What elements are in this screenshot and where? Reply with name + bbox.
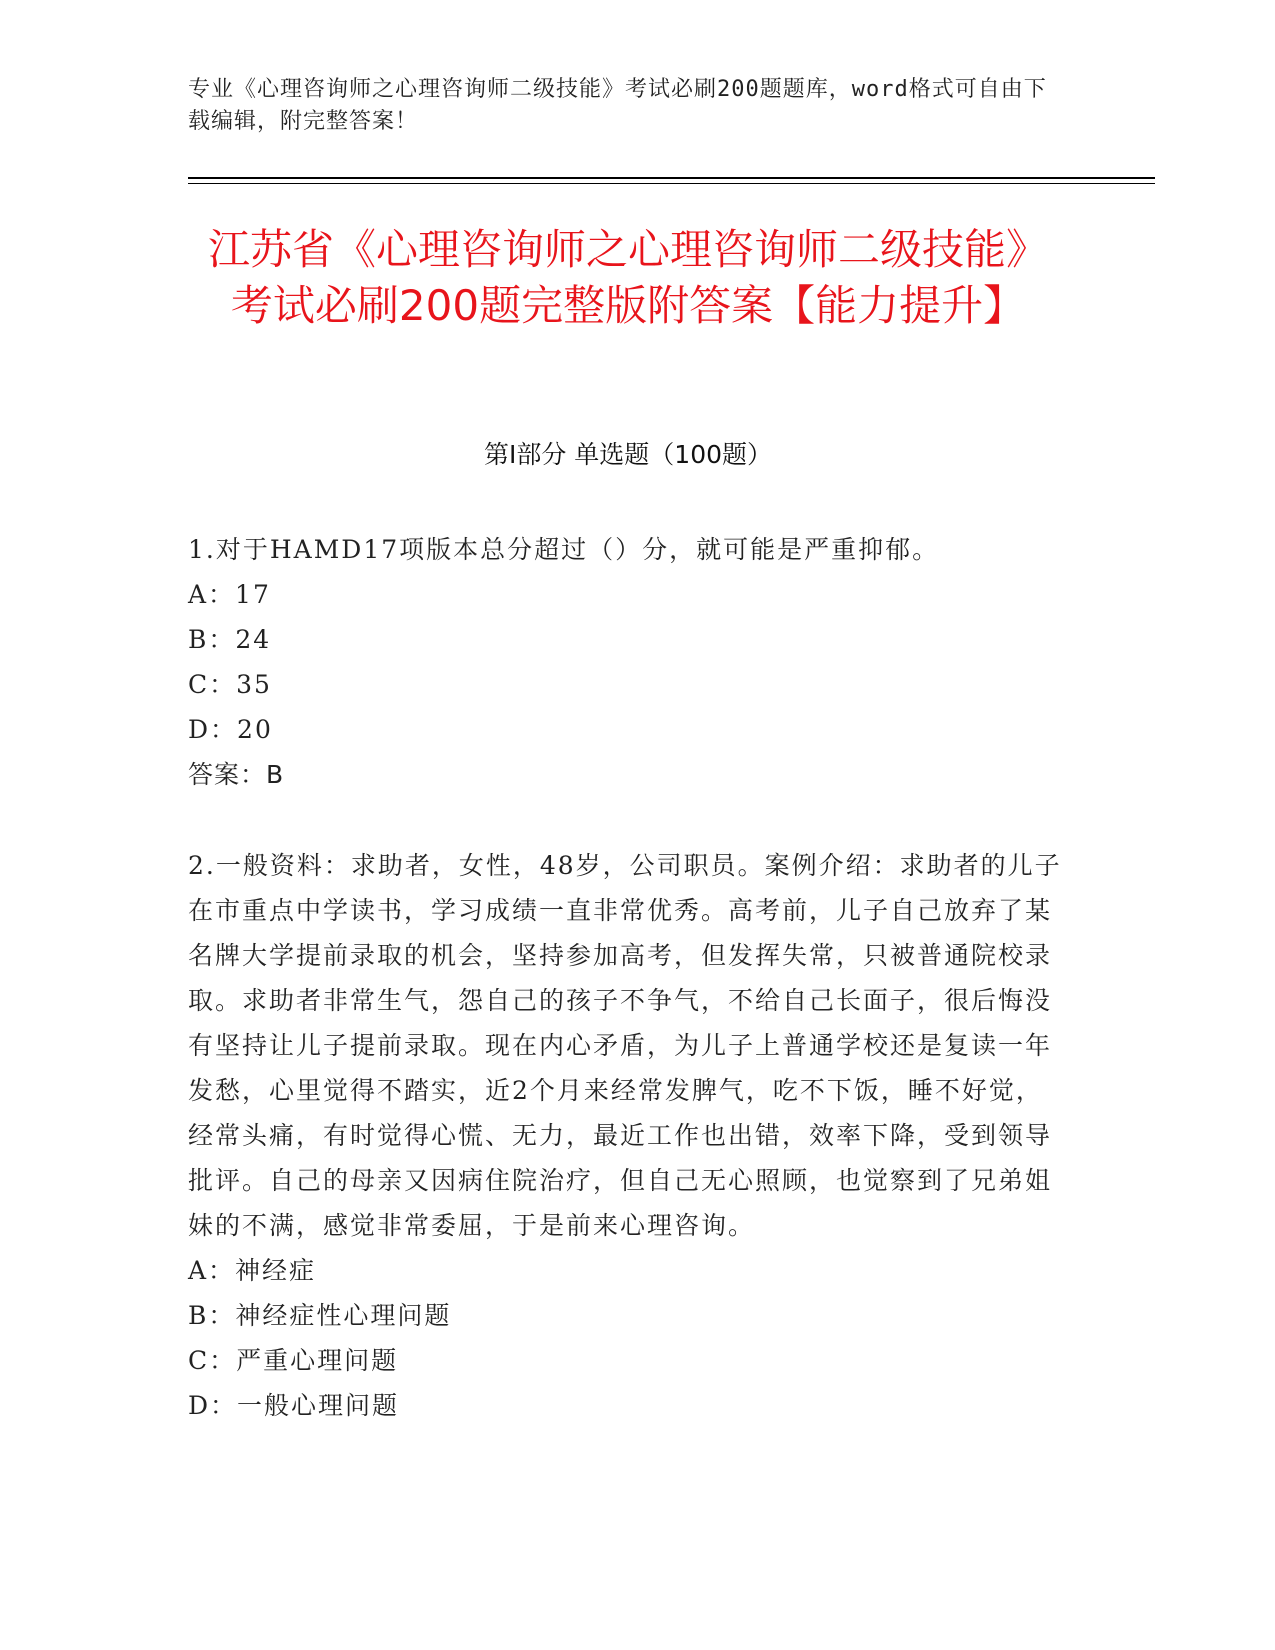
option-c: C：35: [188, 670, 272, 699]
option-a: A：神经症: [188, 1256, 317, 1285]
option-c: C：严重心理问题: [188, 1346, 399, 1375]
question-1: [188, 527, 1068, 797]
option-b: B：24: [188, 625, 272, 654]
option-a: A：17: [188, 580, 271, 609]
option-b: B：神经症性心理问题: [188, 1301, 452, 1330]
section-heading: 第I部分 单选题（100题）: [483, 440, 773, 469]
header-divider-thin: [188, 183, 1155, 184]
question-stem: 2.一般资料：求助者，女性，48岁，公司职员。案例介绍：求助者的儿子在市重点中学读书，学习成绩一直非常优秀。高考前，儿子自己放弃了某名牌大学提前录取的机会，坚持参加高考，但发挥失常，只被普通院校录取。求助者非常生气，怨自己的孩子不争气，不给自己长面子，很后悔没有坚持让儿子提前录取。现在内心矛盾，为儿子上普通学校还是复读一年发愁，心里觉得不踏实，近2个月来经常发脾气，吃不下饭，睡不好觉，经常头痛，有时觉得心慌、无力，最近工作也出错，效率下降，受到领导批评。自己的母亲又因病住院治疗，但自己无心照顾，也觉察到了兄弟姐妹的不满，感觉非常委屈，于是前来心理咨询。: [188, 851, 1062, 1240]
document-title: 江苏省《心理咨询师之心理咨询师二级技能》考试必刷200题完整版附答案【能力提升】: [207, 225, 1048, 330]
header-divider-thick: [188, 177, 1155, 179]
question-2: [188, 843, 1068, 1428]
question-stem: 1.对于HAMD17项版本总分超过（）分，就可能是严重抑郁。: [188, 535, 940, 564]
document-intro: 专业《心理咨询师之心理咨询师二级技能》考试必刷200题题库，word格式可自由下载编辑，附完整答案！: [188, 77, 1047, 134]
option-d: D：一般心理问题: [188, 1391, 400, 1420]
option-d: D：20: [188, 715, 273, 744]
answer-text: 答案：B: [188, 760, 285, 789]
